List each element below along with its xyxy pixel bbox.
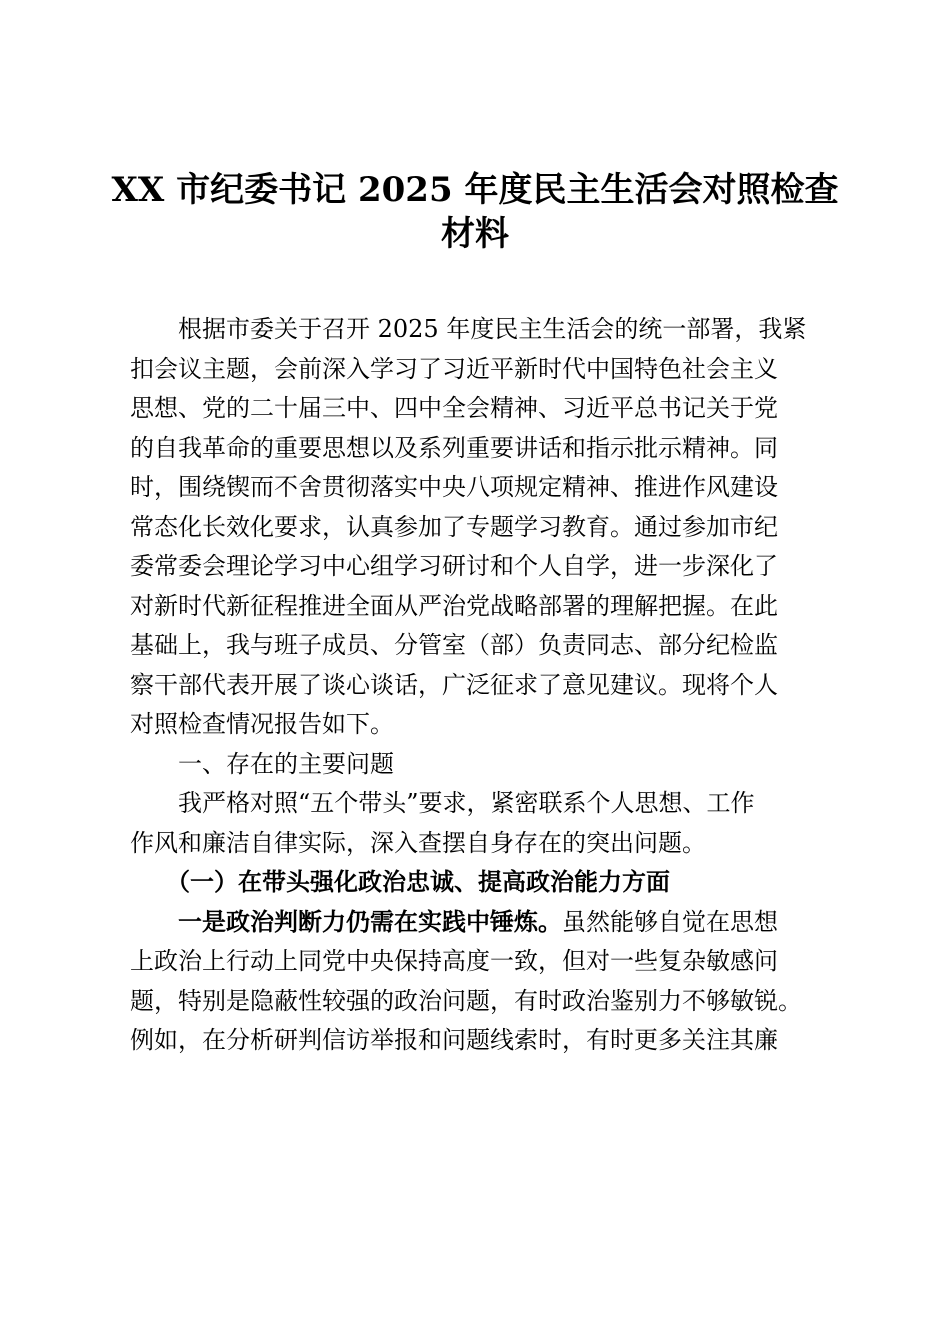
text-line: 作风和廉洁自律实际，深入查摆自身存在的突出问题。 bbox=[130, 828, 706, 857]
text-line: 常态化长效化要求，认真参加了专题学习教育。通过参加市纪 bbox=[130, 512, 778, 541]
text-line: 思想、党的二十届三中、四中全会精神、习近平总书记关于党 bbox=[130, 394, 778, 422]
text-line bbox=[130, 903, 850, 943]
text-line: 时，围绕锲而不舍贯彻落实中央八项规定精神、推进作风建设 bbox=[130, 473, 778, 501]
text-line: 我严格对照“五个带头”要求，紧密联系个人思想、工作 bbox=[178, 789, 755, 817]
document-title bbox=[100, 168, 850, 256]
text-line: 上政治上行动上同党中央保持高度一致，但对一些复杂敏感问 bbox=[130, 947, 778, 975]
text-line: 的自我革命的重要思想以及系列重要讲话和指示批示精神。同 bbox=[130, 433, 778, 462]
subsection-heading: （一）在带头强化政治忠诚、提高政治能力方面 bbox=[166, 868, 670, 896]
point-text: 虽然能够自觉在思想 bbox=[562, 907, 778, 936]
point-paragraph bbox=[130, 903, 850, 1061]
text-line: 委常委会理论学习中心组学习研讨和个人自学，进一步深化了 bbox=[130, 552, 778, 580]
title-line: XX 市纪委书记 2025 年度民主生活会对照检查 bbox=[111, 170, 839, 210]
section-paragraph bbox=[130, 784, 850, 863]
text-line: 根据市委关于召开 2025 年度民主生活会的统一部署，我紧 bbox=[178, 315, 807, 343]
text-line: 题，特别是隐蔽性较强的政治问题，有时政治鉴别力不够敏锐。 bbox=[130, 986, 802, 1015]
text-line: 对新时代新征程推进全面从严治党战略部署的理解把握。在此 bbox=[130, 591, 778, 620]
text-line: 察干部代表开展了谈心谈话，广泛征求了意见建议。现将个人 bbox=[130, 670, 778, 699]
text-line: 扣会议主题，会前深入学习了习近平新时代中国特色社会主义 bbox=[130, 354, 778, 383]
section-heading: 一、存在的主要问题 bbox=[178, 749, 394, 778]
text-line: 例如，在分析研判信访举报和问题线索时，有时更多关注其廉 bbox=[130, 1026, 778, 1054]
document-body bbox=[130, 310, 850, 1061]
title-line: 材料 bbox=[441, 214, 509, 254]
point-lead: 一是政治判断力仍需在实践中锤炼。 bbox=[178, 907, 562, 936]
intro-paragraph bbox=[130, 310, 850, 745]
text-line: 对照检查情况报告如下。 bbox=[130, 710, 394, 738]
text-line: 基础上，我与班子成员、分管室（部）负责同志、部分纪检监 bbox=[130, 631, 778, 659]
